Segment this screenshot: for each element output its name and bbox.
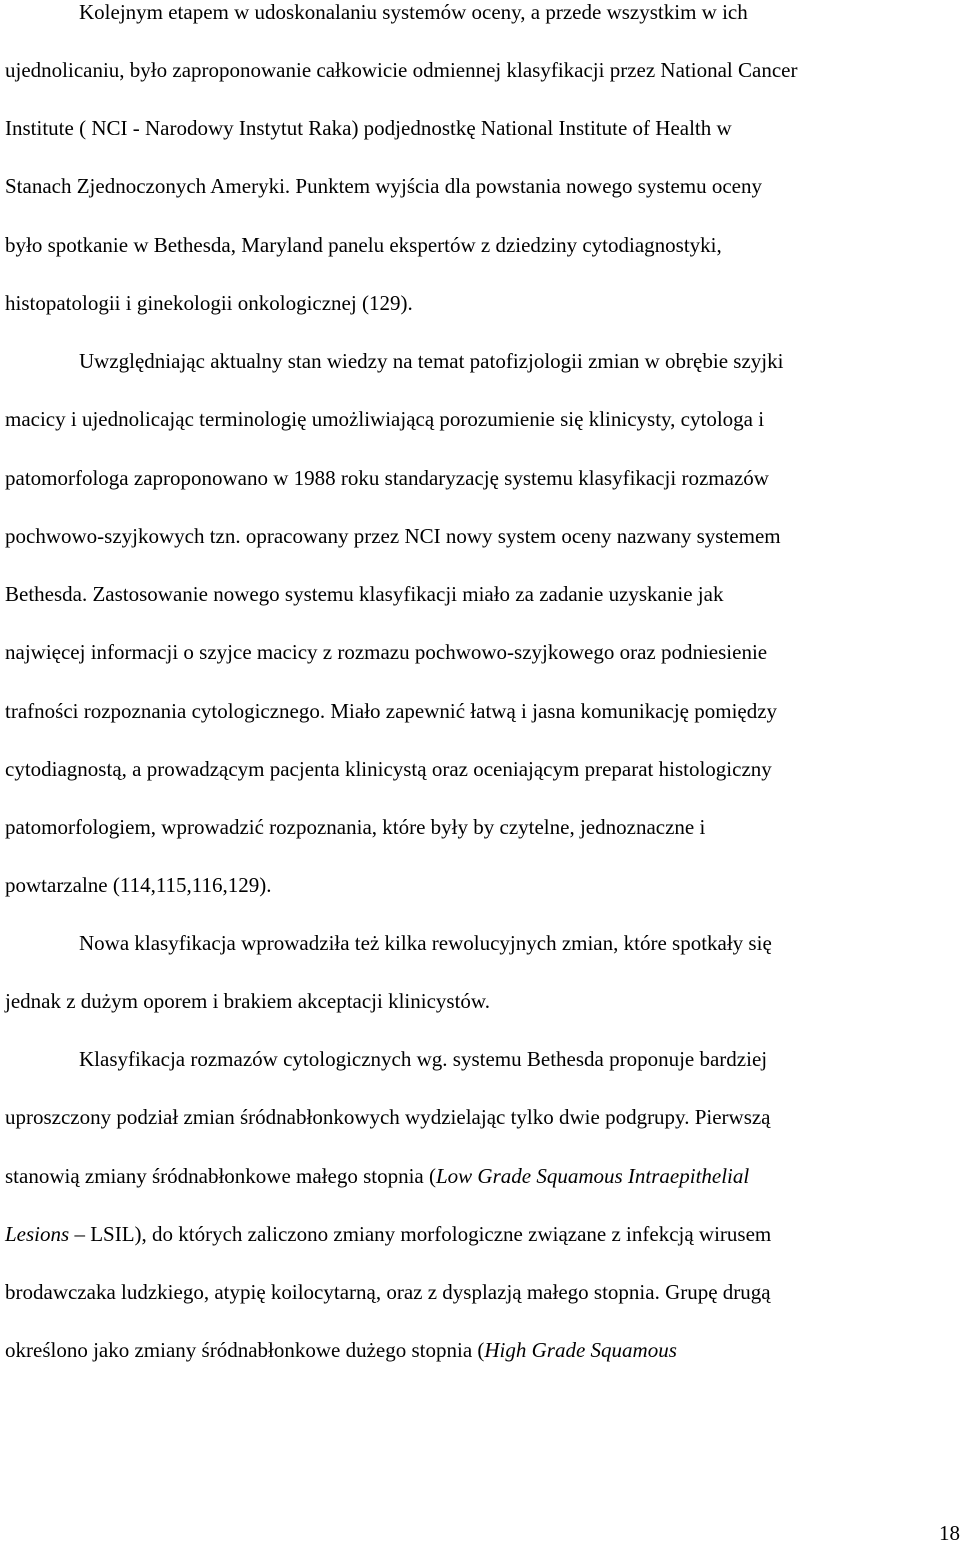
paragraph-2-line-9: patomorfologiem, wprowadzić rozpoznania, które były by czytelne, jednoznaczne i	[5, 815, 706, 839]
paragraph-1-line-5: było spotkanie w Bethesda, Maryland panelu ekspertów z dziedziny cytodiagnostyki,	[5, 233, 722, 257]
paragraph-1-line-4: Stanach Zjednoczonych Ameryki. Punktem wyjścia dla powstania nowego systemu oceny	[5, 174, 762, 198]
paragraph-4-line-2: uproszczony podział zmian śródnabłonkowych wydzielając tylko dwie podgrupy. Pierwszą	[5, 1105, 771, 1129]
paragraph-1-line-3: Institute ( NCI - Narodowy Instytut Raka) podjednostkę National Institute of Health w	[5, 116, 732, 140]
paragraph-2-line-10: powtarzalne (114,115,116,129).	[5, 873, 272, 897]
paragraph-1-line-1: Kolejnym etapem w udoskonalaniu systemów oceny, a przede wszystkim w ich	[79, 0, 748, 24]
italic-term-hsil: High Grade Squamous	[484, 1338, 677, 1362]
text-segment: stanowią zmiany śródnabłonkowe małego stopnia (	[5, 1164, 436, 1188]
paragraph-2-line-1: Uwzględniając aktualny stan wiedzy na temat patofizjologii zmian w obrębie szyjki	[79, 349, 784, 373]
paragraph-2-line-3: patomorfologa zaproponowano w 1988 roku standaryzację systemu klasyfikacji rozmazów	[5, 466, 769, 490]
paragraph-2-line-8: cytodiagnostą, a prowadzącym pacjenta klinicystą oraz oceniającym preparat histologiczny	[5, 757, 772, 781]
paragraph-1-line-2: ujednolicaniu, było zaproponowanie całkowicie odmiennej klasyfikacji przez National Cancer	[5, 58, 798, 82]
paragraph-2-line-2: macicy i ujednolicając terminologię umożliwiającą porozumienie się klinicysty, cytologa i	[5, 407, 765, 431]
paragraph-4-line-1: Klasyfikacja rozmazów cytologicznych wg. systemu Bethesda proponuje bardziej	[79, 1047, 768, 1071]
page-number: 18	[939, 1521, 960, 1545]
paragraph-2-line-4: pochwowo-szyjkowych tzn. opracowany przez NCI nowy system oceny nazwany systemem	[5, 524, 781, 548]
italic-term-lesions: Lesions	[5, 1222, 70, 1246]
text-segment: określono jako zmiany śródnabłonkowe dużego stopnia (	[5, 1338, 485, 1362]
paragraph-4-line-6	[5, 1338, 677, 1362]
paragraph-1-line-6: histopatologii i ginekologii onkologicznej (129).	[5, 291, 413, 315]
paragraph-3-line-1: Nowa klasyfikacja wprowadziła też kilka rewolucyjnych zmian, które spotkały się	[79, 931, 772, 955]
italic-term-lsil: Low Grade Squamous Intraepithelial	[435, 1164, 750, 1188]
paragraph-2-line-6: najwięcej informacji o szyjce macicy z rozmazu pochwowo-szyjkowego oraz podniesienie	[5, 640, 768, 664]
paragraph-3-line-2: jednak z dużym oporem i brakiem akceptacji klinicystów.	[5, 989, 490, 1013]
paragraph-4-line-3	[5, 1164, 749, 1188]
paragraph-4-line-4	[5, 1222, 771, 1246]
paragraph-2-line-5: Bethesda. Zastosowanie nowego systemu klasyfikacji miało za zadanie uzyskanie jak	[5, 582, 724, 606]
text-segment: – LSIL), do których zaliczono zmiany morfologiczne związane z infekcją wirusem	[69, 1222, 772, 1246]
paragraph-4-line-5: brodawczaka ludzkiego, atypię koilocytarną, oraz z dysplazją małego stopnia. Grupę drugą	[5, 1280, 771, 1304]
paragraph-2-line-7: trafności rozpoznania cytologicznego. Miało zapewnić łatwą i jasna komunikację pomiędzy	[5, 699, 778, 723]
